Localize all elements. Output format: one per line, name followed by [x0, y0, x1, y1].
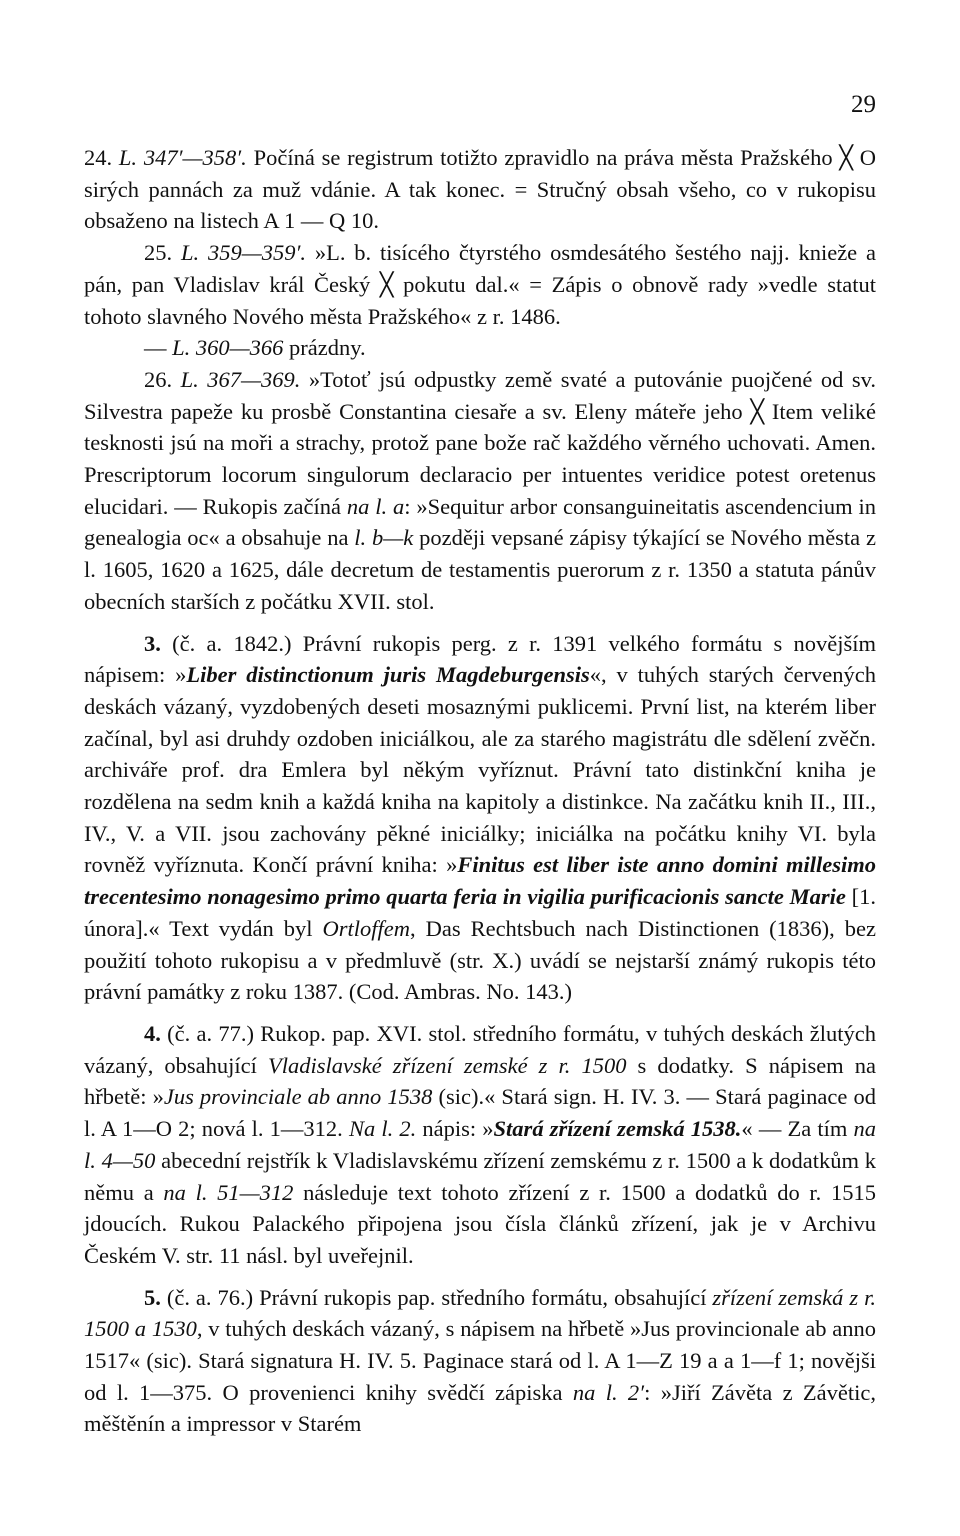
paragraph-entry-24 [84, 142, 876, 237]
emphasis-text: na l. 4—50 [84, 1116, 877, 1173]
emphasis-text: zřízení zemská z r. 1500 a 1530 [84, 1284, 876, 1342]
emphasis-text: 3. [144, 630, 161, 656]
text-run: (č. a. 1842.) Právní rukopis perg. z r. 1391 velkého formátu s novějším nápisem: » [84, 630, 876, 688]
emphasis-text: L. 359—359′. [180, 240, 306, 266]
emphasis-text: l. b—k [354, 525, 414, 551]
emphasis-text: Na l. 2. [348, 1116, 417, 1142]
text-run: prázdny. [283, 335, 366, 361]
text-run: nápis: » [416, 1116, 494, 1142]
text-run: s dodatky. S nápisem na hřbetě: » [84, 1052, 876, 1110]
text-run: : »Jiří Závěta z Závětic, měštěnín a impressor v Starém [84, 1379, 876, 1437]
paragraph-entry-empty [84, 332, 876, 364]
paragraph-entry-25 [84, 237, 876, 332]
text-run: [1. února].« Text vydán byl [84, 884, 876, 941]
emphasis-text: na l. 51—312 [163, 1179, 294, 1205]
emphasis-text: Finitus est liber iste anno domini millesimo trecentesimo nonagesimo primo quarta feria in vigilia purificacionis sancte Marie [84, 852, 877, 910]
emphasis-text: Jus provinciale ab anno 1538 [163, 1084, 433, 1110]
emphasis-text: na l. a [346, 493, 405, 519]
text-run: abecední rejstřík k Vladislavskému zřízení zemskému z r. 1500 a k dodatkům k němu a [84, 1147, 876, 1205]
emphasis-text: 4. [144, 1020, 161, 1046]
paragraph-entry-26 [84, 364, 876, 618]
paragraph-entry-4 [84, 1018, 876, 1272]
emphasis-text: na l. 2′ [572, 1379, 645, 1405]
emphasis-text: Vladislavské zřízení zemské z r. 1500 [267, 1052, 627, 1078]
text-run: (sic).« Stará sign. H. IV. 3. — Stará paginace od l. A 1—O 2; nová l. 1—312. [84, 1084, 876, 1142]
text-run: »L. b. tisícého čtyrstého osmdesátého šestého najj. knieže a pán, pan Vladislav král Český ╳ pokutu dal.« = Zápis o obnově rady »vedle statut tohoto slavného Nového města Pražského« z r. 1486. [84, 240, 876, 329]
text-run: později vepsané zápisy týkající se Nového města z l. 1605, 1620 a 1625, dále decretum de testamentis puerorum z r. 1350 a statuta pánův obecních starších z počátku XVII. stol. [84, 525, 876, 614]
emphasis-text: Liber distinctionum juris Magdeburgensis [186, 662, 590, 688]
text-run: — [144, 335, 173, 361]
paragraph-entry-5 [84, 1282, 876, 1441]
text-run: Počíná se registrum totižto zpravidlo na práva města Pražského ╳ O sirých pannách za muž vdánie. A tak konec. = Stručný obsah všeho, co v rukopisu obsaženo na listech A 1 — Q 10. [84, 145, 877, 234]
text-run: , Das Rechtsbuch nach Distinctionen (1836), bez použití tohoto rukopisu a v předmluvě (str. X.) uvádí se nejstarší známý rukopis této právní památky z roku 1387. (Cod. Ambras. No. 143.) [84, 915, 876, 1005]
text-run: , v tuhých deskách vázaný, s nápisem na hřbetě »Jus provincionale ab anno 1517« (sic). Stará signatura H. IV. 5. Paginace stará od l. A 1—Z 19 a a 1—f 1; novějši od l. 1—375. O provenienci knihy svědčí zápiska [84, 1316, 877, 1405]
body-text [84, 142, 876, 1440]
emphasis-text: 5. [144, 1284, 161, 1310]
text-run: »Totoť jsú odpustky země svaté a putovánie puojčené od sv. Silvestra papeže ku prosbě Constantina ciesaře a sv. Eleny máteře jeho ╳ Item veliké tesknosti jsú na moři a strachy, protož pane bože rač každého věrného uchovati. Amen. Prescriptorum locorum singulorum declaracio per intuentes veridice potest oretenus elucidari. — Rukopis začíná [84, 366, 876, 519]
text-run: 26. [144, 366, 181, 392]
text-run: 25. [144, 240, 181, 266]
emphasis-text: Ortloffem [322, 915, 410, 941]
text-run: «, v tuhých starých červených deskách vázaný, vyzdobených deseti mosaznými puklicemi. První list, na kterém liber začínal, byl asi druhdy ozdoben iniciálkou, ale za starého magistrátu dle sdělení zvěčn. archiváře prof. dra Emlera byl někým vyříznut. Právní tato distinkční kniha je rozdělena na sedm knih a každá kniha na kapitoly a distinkce. Na začátku knih II., III., IV., V. a VII. jsou zachovány pěkné iniciálky; iniciálka na počátku knihy VI. byla rovněž vyříznuta. Končí právní kniha: » [84, 662, 877, 878]
text-run: (č. a. 76.) Právní rukopis pap. středního formátu, obsahující [160, 1284, 713, 1310]
emphasis-text: L. 360—366 [172, 335, 284, 361]
text-run: « — Za tím [741, 1116, 854, 1142]
text-run: : »Sequitur arbor consanguineitatis ascendencium in genealogia oc« a obsahuje na [84, 493, 876, 551]
text-run: (č. a. 77.) Rukop. pap. XVI. stol. středního formátu, v tuhých deskách žlutých vázaný, obsahující [84, 1020, 876, 1078]
text-run: následuje text tohoto zřízení z r. 1500 a dodatků do r. 1515 jdoucích. Rukou Palackého připojena jsou čísla článků zřízení, jak je v Archivu Českém V. str. 11 násl. byl uveřejnil. [84, 1179, 876, 1268]
emphasis-text: Stará zřízení zemská 1538. [493, 1116, 742, 1142]
paragraph-entry-3 [84, 628, 876, 1008]
emphasis-text: L. 367—369. [180, 366, 301, 392]
emphasis-text: L. 347′—358′. [118, 145, 247, 170]
page-number: 29 [851, 91, 876, 118]
text-run: 24. [84, 145, 119, 170]
